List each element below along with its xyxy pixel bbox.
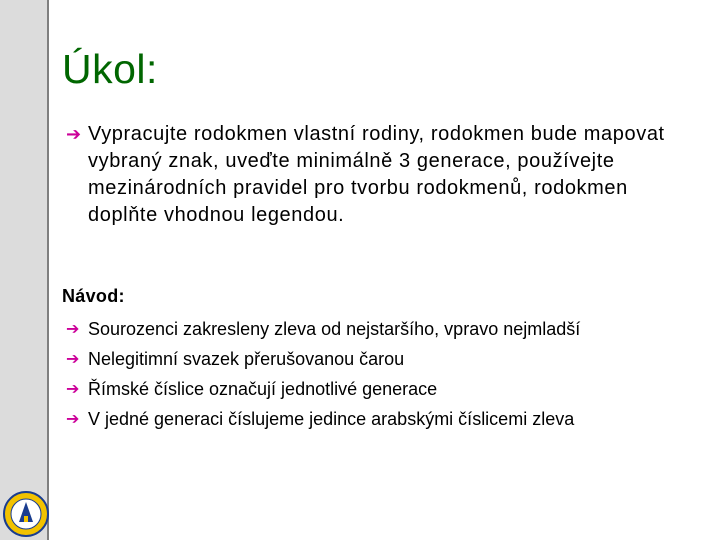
school-logo-icon bbox=[2, 490, 50, 538]
list-item bbox=[66, 315, 580, 345]
left-sidebar-bar bbox=[0, 0, 49, 540]
task-text: Vypracujte rodokmen vlastní rodiny, rodokmen bude mapovat vybraný znak, uveďte minimálně 3 generace, používejte mezinárodních pravidel pro tvorbu rodokmenů, rodokmen doplňte vhodnou legendou. bbox=[88, 123, 665, 226]
slide-title: Úkol: bbox=[62, 46, 158, 92]
list-item bbox=[66, 345, 580, 375]
right-arrow-icon: ➔ bbox=[66, 319, 80, 338]
right-arrow-icon: ➔ bbox=[66, 124, 82, 145]
guide-item-text: V jedné generaci číslujeme jedince arabskými číslicemi zleva bbox=[88, 409, 575, 429]
guide-list bbox=[66, 315, 580, 435]
guide-item-text: Nelegitimní svazek přerušovanou čarou bbox=[88, 349, 405, 369]
task-bullet bbox=[66, 121, 666, 229]
right-arrow-icon: ➔ bbox=[66, 349, 80, 368]
list-item bbox=[66, 375, 580, 405]
guide-item-text: Římské číslice označují jednotlivé generace bbox=[88, 379, 438, 399]
right-arrow-icon: ➔ bbox=[66, 409, 80, 428]
list-item bbox=[66, 405, 580, 435]
guide-label: Návod: bbox=[62, 286, 125, 306]
right-arrow-icon: ➔ bbox=[66, 379, 80, 398]
guide-item-text: Sourozenci zakresleny zleva od nejstaršího, vpravo nejmladší bbox=[88, 319, 581, 339]
